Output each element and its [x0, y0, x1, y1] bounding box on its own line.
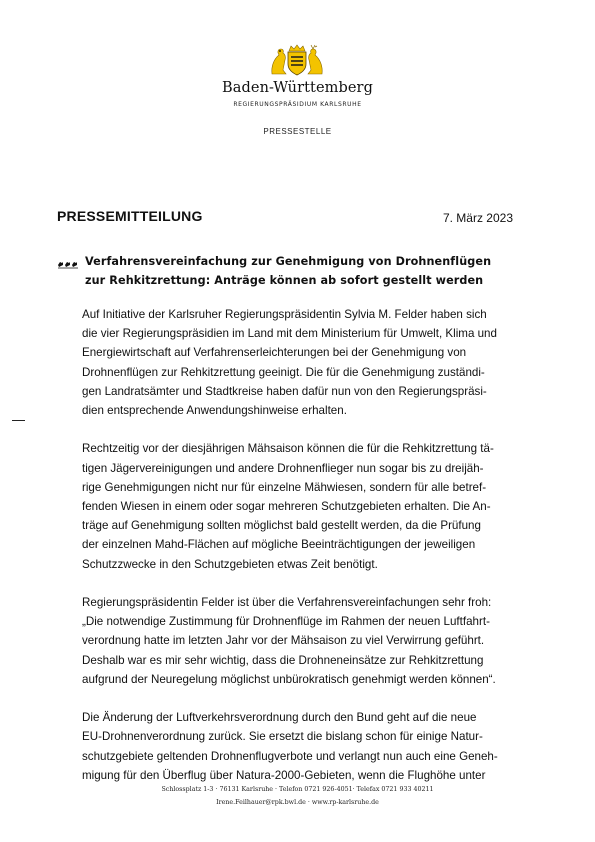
- press-release-subject: [85, 252, 525, 290]
- text-line: EU-Drohnenverordnung zurück. Sie ersetzt die bislang schon für einige Natur-: [82, 730, 483, 744]
- subject-line: Verfahrensvereinfachung zur Genehmigung von Drohnenflügen: [85, 255, 492, 268]
- text-line: träge auf Genehmigung sollten möglichst bald gestellt werden, da die Prüfung: [82, 519, 481, 533]
- brand-name: Baden-Württemberg: [222, 80, 373, 96]
- text-line: verordnung hatte im letzten Jahr vor der Mähsaison zu viel Verwirrung geführt.: [82, 634, 485, 648]
- text-line: gen Landratsämter und Stadtkreise haben dafür nun von den Regierungspräsi-: [82, 384, 487, 398]
- text-line: Rechtzeitig vor der diesjährigen Mähsaison können die für die Rehkitzrettung tä-: [82, 442, 494, 456]
- paragraph: [82, 439, 522, 573]
- fold-mark: [12, 420, 25, 421]
- coat-of-arms-logo: [269, 44, 325, 76]
- text-line: Energiewirtschaft auf Verfahrenserleichterungen bei der Genehmigung von: [82, 346, 467, 360]
- three-lions-icon: [57, 259, 79, 270]
- text-line: Regierungspräsidentin Felder ist über die Verfahrensvereinfachungen sehr froh:: [82, 596, 492, 610]
- text-line: Schutzzwecke in den Schutzgebieten etwas Zeit benötigt.: [82, 557, 378, 571]
- document-date: 7. März 2023: [442, 211, 513, 225]
- subject-line: zur Rehkitzrettung: Anträge können ab sofort gestellt werden: [85, 274, 484, 287]
- text-line: schutzgebiete geltenden Drohnenflugverbote und verlangt nun auch eine Geneh-: [82, 749, 498, 763]
- text-line: aufgrund der Neuregelung möglichst unbürokratisch genehmigt werden können“.: [82, 672, 496, 686]
- text-line: Auf Initiative der Karlsruher Regierungspräsidentin Sylvia M. Felder haben sich: [82, 308, 487, 321]
- body-text: [82, 305, 522, 804]
- text-line: dien entsprechende Anwendungshinweise erhalten.: [82, 404, 347, 418]
- paragraph: [82, 593, 522, 689]
- text-line: der einzelnen Mahd-Flächen auf mögliche Beeinträchtigungen der jeweiligen: [82, 538, 476, 552]
- paragraph: [82, 305, 522, 420]
- text-line: migung für den Überflug über Natura-2000-Gebieten, wenn die Flughöhe unter: [82, 768, 486, 782]
- agency-name: REGIERUNGSPRÄSIDIUM KARLSRUHE: [233, 101, 362, 108]
- text-line: tigen Jägervereinigungen und andere Drohnenflieger nun sogar bis zu dreijäh-: [82, 461, 484, 475]
- footer-address: Schlossplatz 1-3 · 76131 Karlsruhe · Telefon 0721 926-4051· Telefax 0721 933 40211: [161, 786, 434, 793]
- text-line: die vier Regierungspräsidien im Land mit dem Ministerium für Umwelt, Klima und: [82, 327, 497, 341]
- text-line: „Die notwendige Zustimmung für Drohnenflüge im Rahmen der neuen Luftfahrt-: [82, 615, 490, 629]
- text-line: Drohnenflügen zur Rehkitzrettung geeinigt. Die für die Genehmigung zuständi-: [82, 365, 485, 379]
- paragraph: [82, 708, 522, 785]
- text-line: rige Genehmigungen nicht nur für einzelne Mähwiesen, sondern für alle betref-: [82, 480, 487, 494]
- footer-contact: Irene.Feilhauer@rpk.bwl.de · www.rp-karlsruhe.de: [216, 799, 379, 806]
- press-office-label: PRESSESTELLE: [263, 127, 332, 136]
- text-line: Die Änderung der Luftverkehrsverordnung durch den Bund geht auf die neue: [82, 711, 477, 725]
- document-heading: PRESSEMITTEILUNG: [57, 208, 203, 224]
- text-line: fenden Wiesen in einem oder sogar mehreren Schutzgebieten erhalten. Die An-: [82, 500, 491, 514]
- text-line: Deshalb war es mir sehr wichtig, dass die Drohneneinsätze zur Rehkitzrettung: [82, 653, 484, 667]
